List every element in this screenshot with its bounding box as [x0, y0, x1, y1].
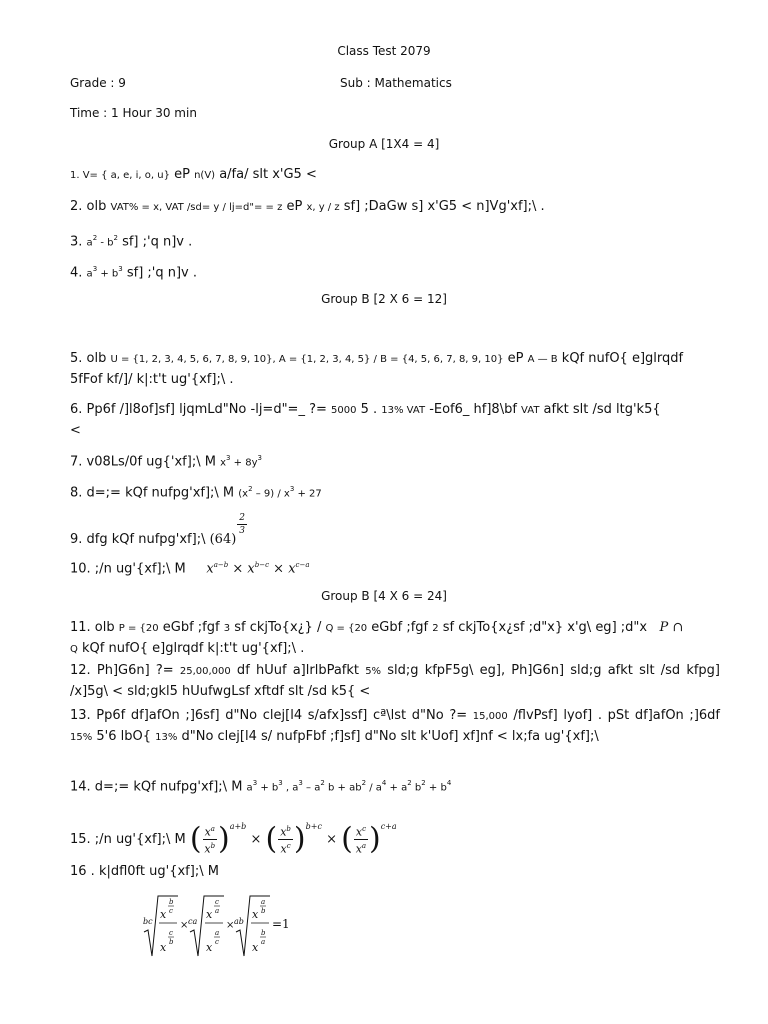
q9-base: (64): [209, 532, 237, 547]
q13-text-3: 5'6 lbO{: [92, 729, 156, 744]
q16-f2-den-exp-bot: c: [215, 938, 219, 946]
q14-e7: 2: [407, 779, 412, 787]
q16-text: 16 . k|dfl0ft ug'{xf];\ M: [70, 864, 219, 879]
q10-x1: x: [206, 561, 214, 577]
q4-text: sf] ;'q n]v .: [122, 265, 198, 281]
q15-paren-close-2: ): [293, 821, 306, 857]
q2-text-2: eP: [282, 199, 307, 214]
q13-discount: 15%: [70, 732, 93, 743]
q14-e8: 2: [421, 779, 426, 787]
question-15: [70, 804, 720, 857]
q15-f2-num: x: [280, 826, 287, 839]
q16-f1-num-exp-bot: c: [169, 907, 173, 915]
q16-root-index-3: ab: [234, 917, 244, 926]
q15-f3-den: x: [355, 842, 362, 856]
q2-vars: VAT% = x, VAT /sd= y / lj=d"= = z: [110, 202, 283, 213]
q14-t6: / a: [366, 782, 382, 794]
q16-f2-den-x: x: [206, 941, 213, 954]
q1-set: 1. V= { a, e, i, o, u}: [70, 170, 170, 181]
q11-intersect: P ∩: [659, 620, 684, 635]
q10-text: 10. ;/n ug'{xf];\ M: [70, 561, 190, 577]
q11-text-5: sf ckjTo{x¿sf ;d"x} x'g\ eg] ;d"x: [438, 620, 648, 635]
q5-text-2: eP: [503, 351, 528, 366]
q13-text-4: d"No clej[l4 s/ nufpFbf ;f]sf] d"No slt k'Uof] xf]nf < lx;fa ug'{xf];\: [177, 729, 599, 744]
test-title: Class Test 2079: [337, 44, 431, 58]
q10-x3: × x: [269, 561, 296, 577]
q14-e2: 3: [278, 779, 283, 787]
q8-exp-1: 2: [248, 485, 253, 493]
q16-f3-num-exp-bot: b: [261, 907, 266, 915]
q11-q: Q = {20: [325, 623, 368, 634]
q15-fraction-1: [203, 823, 217, 855]
question-12: [70, 661, 720, 702]
q15-paren-close-1: ): [217, 821, 230, 857]
q9-exp-den: 3: [239, 526, 246, 536]
q14-t7: + a: [386, 782, 408, 794]
q12-amount: 25,00,000: [179, 666, 231, 677]
q9-text: 9. dfg kQf nufpg'xf];\: [70, 532, 210, 547]
question-2: [70, 197, 720, 218]
q13-price: 15,000: [472, 711, 508, 722]
q15-text: 15. ;/n ug'{xf];\ M: [70, 832, 190, 847]
q14-text: 14. d=;= kQf nufpg'xf];\ M: [70, 779, 247, 795]
q16-f3-num-exp-top: a: [261, 898, 266, 906]
q15-f3-num: x: [355, 826, 363, 839]
q10-x2: × x: [228, 561, 255, 577]
q16-f2-num-x: x: [206, 908, 213, 921]
q5-sets: U = {1, 2, 3, 4, 5, 6, 7, 8, 9, 10}, A = {1, 2, 3, 4, 5} / B = {4, 5, 6, 7, 8, 9, 10}: [110, 354, 504, 365]
q14-e9: 4: [446, 779, 452, 787]
q15-paren-open-3: (: [341, 821, 353, 857]
question-9: [70, 512, 720, 554]
q12-text-2: df hUuf a]lrlbPafkt: [230, 663, 366, 678]
q13-text-2: /flvPsf] lyof] . pSt df]afOn ;]6df: [507, 708, 720, 723]
q14-e5: 2: [361, 779, 367, 787]
q16-formula: [140, 890, 310, 962]
q14-t9: + b: [425, 782, 447, 794]
q8-expr-1: (x: [238, 488, 249, 500]
q14-t2: + b: [257, 782, 279, 794]
question-8: [70, 479, 720, 504]
q11-p: P = {20: [118, 623, 159, 634]
question-4: [70, 259, 720, 284]
q16-f3-den-exp-top: b: [261, 929, 266, 937]
q12-rate: 5%: [365, 666, 382, 677]
q9-exponent: [237, 512, 247, 537]
q11-text-3: sf ckjTo{x¿} /: [230, 620, 326, 635]
q11-text-4: eGbf ;fgf: [367, 620, 433, 635]
q8-expr-2: – 9) / x: [252, 488, 290, 500]
q3-text: sf] ;'q n]v .: [117, 234, 193, 250]
q11-text-6: kQf nufO{ e]glrqdf k|:t't ug'{xf];\ .: [77, 641, 305, 656]
q9-base-value: 64: [214, 532, 232, 547]
q15-fraction-3: [354, 823, 368, 855]
q14-t3: , a: [282, 782, 299, 794]
question-14: [70, 773, 720, 798]
group-b-heading-1: Group B [2 X 6 = 12]: [321, 292, 447, 306]
q6-price: 5000: [331, 405, 357, 416]
q16-root-index-1: bc: [143, 917, 153, 926]
q12-text-3: sld;g kfpF5g\ eg], Ph]G6n] sld;g afkt slt /sd kfpg] /x]5g\ < sld;gkl5 hUufwgLsf xftdf slt /sd k5{ <: [70, 663, 721, 699]
subject-label: Sub : Mathematics: [340, 76, 452, 90]
question-7: [70, 448, 720, 473]
question-10: [70, 555, 720, 579]
q12-text-1: 12. Ph]G6n] ?=: [70, 663, 180, 678]
q8-text: 8. d=;= kQf nufpg'xf];\ M: [70, 485, 239, 501]
q3-b-exp: 2: [113, 234, 118, 242]
question-6: [70, 400, 720, 441]
q2-xyz: x, y / z: [306, 202, 340, 213]
q16-f3-den-x: x: [252, 941, 259, 954]
q15-paren-open-2: (: [265, 821, 278, 857]
q1-nv: n(V): [194, 170, 216, 181]
question-11: [70, 618, 720, 660]
q10-e2: b−c: [254, 561, 270, 569]
q7-y-exp: 3: [257, 454, 262, 462]
q7-x: x: [220, 457, 226, 469]
q3-a: a: [86, 237, 93, 249]
q6-text-3: -Eof6_ hf]8\bf: [425, 402, 522, 417]
q11-q2: Q: [70, 644, 78, 655]
q4-a-exp: 3: [92, 265, 98, 273]
q3-a-exp: 2: [92, 234, 98, 242]
q16-f1-den-exp-bot: b: [169, 938, 174, 946]
q6-vat-2: VAT: [521, 405, 540, 416]
q11-text-2: eGbf ;fgf: [158, 620, 224, 635]
group-b-heading-2: Group B [4 X 6 = 24]: [321, 589, 447, 603]
question-1: [70, 165, 720, 186]
q16-f1-num-exp-top: b: [169, 898, 174, 906]
q4-num: 4.: [70, 265, 87, 281]
q16-f1-den-exp-top: c: [169, 929, 173, 937]
q16-f1-num-x: x: [160, 908, 167, 921]
q15-exp-3: c+a: [380, 822, 397, 831]
q2-text-1: 2. olb: [70, 199, 111, 214]
q16-f2-num-exp-bot: a: [215, 907, 220, 915]
q5-text-4: 5fFof kf/]/ k|:t't ug'{xf];\ .: [70, 372, 234, 387]
q16-f3-num-x: x: [252, 908, 259, 921]
q8-exp-2: 3: [289, 485, 295, 493]
q14-e3: 3: [298, 779, 303, 787]
q11-two: 2: [432, 623, 439, 634]
q16-times-1: ×: [180, 920, 189, 931]
q9-exp-num: 2: [239, 513, 246, 523]
q14-t5: b + ab: [324, 782, 362, 794]
q15-f1-den: x: [204, 842, 211, 856]
question-13: [70, 706, 720, 748]
q3-num: 3.: [70, 234, 87, 250]
q16-f2-den-exp-top: a: [215, 929, 220, 937]
q8-expr-3: + 27: [294, 488, 322, 500]
q15-paren-open-1: (: [189, 821, 202, 857]
q6-vat: 13% VAT: [381, 405, 426, 416]
q16-f3-den-exp-bot: a: [261, 938, 266, 946]
q16-root-index-2: ca: [188, 917, 198, 926]
q15-f3-num-exp: c: [362, 825, 366, 834]
q16-f2-num-exp-top: c: [215, 898, 219, 906]
q7-x-exp: 3: [226, 454, 231, 462]
question-16: [70, 862, 720, 882]
q7-text: 7. v08Ls/0f ug{'xf];\ M: [70, 454, 221, 470]
q4-a: a: [86, 268, 93, 280]
q15-exp-1: a+b: [229, 822, 247, 831]
q11-text-1: 11. olb: [70, 620, 119, 635]
question-3: [70, 228, 720, 253]
q1-text-1: eP: [169, 167, 195, 182]
q13-vat: 13%: [155, 732, 178, 743]
question-5: [70, 349, 720, 390]
q15-fraction-2: [278, 823, 293, 855]
q5-text-1: 5. olb: [70, 351, 111, 366]
q10-e3: c−a: [295, 561, 310, 569]
q15-paren-close-3: ): [368, 821, 381, 857]
q5-diff: A — B: [527, 354, 558, 365]
q14-t4: – a: [302, 782, 321, 794]
q16-f1-den-x: x: [160, 941, 167, 954]
time-label: Time : 1 Hour 30 min: [70, 106, 197, 120]
q15-f1-den-exp: b: [210, 842, 216, 850]
grade-label: Grade : 9: [70, 76, 126, 90]
q13-text-1: 13. Pp6f df]afOn ;]6sf] d"No clej[l4 s/afx]ssf] cª\lst d"No ?=: [70, 708, 473, 723]
q11-three: 3: [223, 623, 231, 634]
q6-text-2: 5 .: [356, 402, 382, 417]
q15-f2-den: x: [280, 842, 287, 856]
q6-text-5: <: [70, 423, 81, 438]
q1-text-2: a/fa/ slt x'G5 <: [215, 167, 317, 182]
q16-equals-one: =1: [272, 917, 290, 931]
q15-f3-den-exp: a: [361, 842, 367, 850]
q6-text-1: 6. Pp6f /]l8of]sf] ljqmLd"No -lj=d"=_ ?=: [70, 402, 332, 417]
q14-e1: 3: [252, 779, 258, 787]
q16-times-2: ×: [226, 920, 235, 931]
q15-times-2: ×: [326, 832, 337, 847]
q10-e1: a−b: [213, 561, 229, 569]
q6-text-4: afkt slt /sd ltg'k5{: [539, 402, 661, 417]
group-a-heading: Group A [1X4 = 4]: [328, 137, 440, 151]
q15-f2-num-exp: b: [286, 825, 291, 834]
q3-b: - b: [97, 237, 114, 249]
q15-f1-num-exp: a: [210, 825, 215, 834]
q2-text-3: sf] ;DaGw s] x'G5 < n]Vg'xf];\ .: [339, 199, 545, 214]
q15-times-1: ×: [250, 832, 262, 847]
q5-text-3: kQf nufO{ e]glrqdf: [557, 351, 684, 366]
q4-b: + b: [97, 268, 119, 280]
q14-t8: b: [411, 782, 422, 794]
q14-e4: 2: [320, 779, 325, 787]
q4-b-exp: 3: [118, 265, 123, 273]
q14-e6: 4: [381, 779, 387, 787]
q7-y: + 8y: [230, 457, 258, 469]
q15-f2-den-exp: c: [286, 842, 291, 850]
q15-f1-num: x: [204, 826, 211, 839]
q15-exp-2: b+c: [305, 822, 322, 831]
q14-t1: a: [246, 782, 253, 794]
